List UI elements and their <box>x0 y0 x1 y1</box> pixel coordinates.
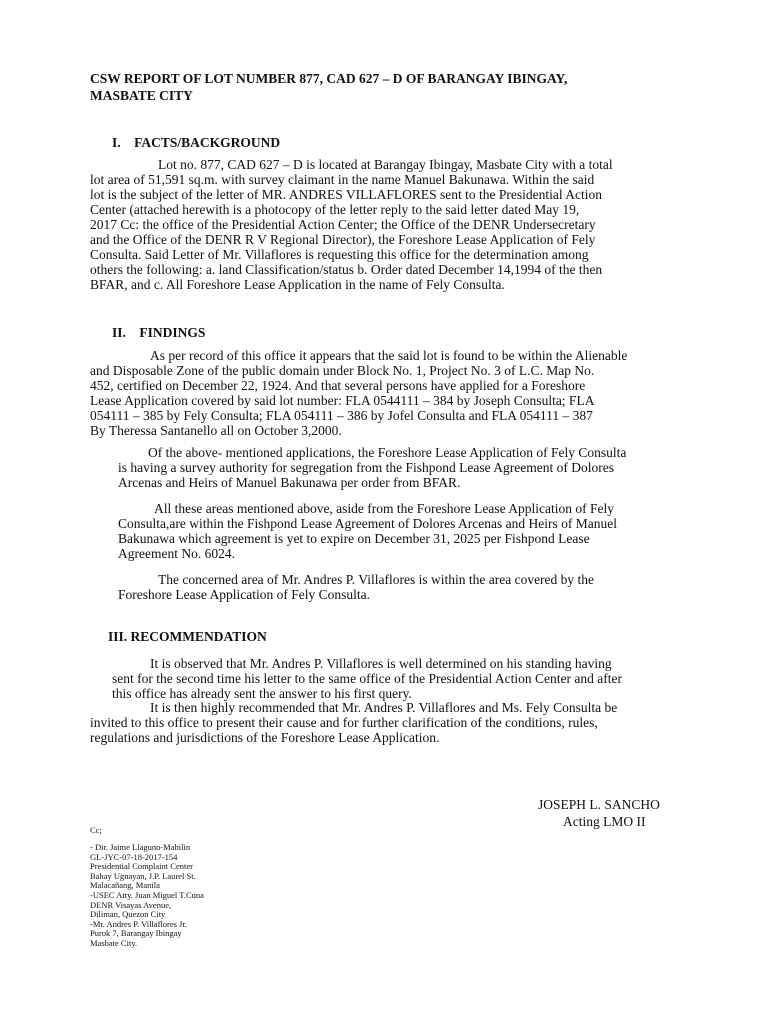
cc-line: -Mr. Andres P. Villaflores Jr. <box>90 918 187 929</box>
cc-line: DENR Visayas Avenue, <box>90 899 172 910</box>
cc-list <box>90 843 204 949</box>
findings-paragraph-4 <box>118 572 688 602</box>
title-line-2: MASBATE CITY <box>90 88 193 103</box>
cc-line: Purok 7, Barangay Ibingay <box>90 928 182 939</box>
facts-line: Center (attached herewith is a photocopy of the letter reply to the said letter dated May 19, <box>90 202 580 217</box>
cc-line: - Dir. Jaime Llaguno-Mabilin <box>90 842 191 852</box>
findings-line: is having a survey authority for segregation from the Fishpond Lease Agreement of Dolores <box>118 460 614 475</box>
findings-line: All these areas mentioned above, aside from the Foreshore Lease Application of Fely <box>154 501 614 516</box>
findings-paragraph-1 <box>90 348 680 438</box>
recommendation-line: invited to this office to present their cause and for further clarification of the conditions, rules, <box>90 715 598 730</box>
findings-line: The concerned area of Mr. Andres P. Villaflores is within the area covered by the <box>158 572 595 587</box>
facts-line: Lot no. 877, CAD 627 – D is located at Barangay Ibingay, Masbate City with a total <box>158 157 613 172</box>
recommendation-paragraph-1 <box>112 656 692 701</box>
recommendation-paragraph-2 <box>90 700 690 745</box>
recommendation-heading: III. RECOMMENDATION <box>108 629 267 644</box>
signatory-title: Acting LMO II <box>563 814 646 829</box>
findings-line: and Disposable Zone of the public domain under Block No. 1, Project No. 3 of L.C. Map No. <box>90 363 595 378</box>
findings-line: Lease Application covered by said lot number: FLA 0544111 – 384 by Joseph Consulta; FLA <box>90 393 595 408</box>
cc-line: Presidential Complaint Center <box>90 861 193 872</box>
findings-line: Bakunawa which agreement is yet to expire on December 31, 2025 per Fishpond Lease <box>118 531 590 546</box>
findings-line: Agreement No. 6024. <box>118 546 235 561</box>
facts-line: Consulta. Said Letter of Mr. Villaflores is requesting this office for the determination among <box>90 247 589 262</box>
document-title <box>90 70 690 104</box>
cc-line: Diliman, Quezon City <box>90 909 166 920</box>
facts-paragraph <box>90 157 680 292</box>
findings-line: Foreshore Lease Application of Fely Consulta. <box>118 587 370 602</box>
facts-line: others the following: a. land Classification/status b. Order dated December 14,1994 of the then <box>90 262 603 277</box>
facts-line: 2017 Cc: the office of the Presidential Action Center; the Office of the DENR Undersecretary <box>90 217 596 232</box>
recommendation-line: It is observed that Mr. Andres P. Villaflores is well determined on his standing having <box>150 656 612 671</box>
recommendation-line: regulations and jurisdictions of the Foreshore Lease Application. <box>90 730 440 745</box>
recommendation-line: It is then highly recommended that Mr. Andres P. Villaflores and Ms. Fely Consulta be <box>150 700 618 715</box>
findings-line: Arcenas and Heirs of Manuel Bakunawa per order from BFAR. <box>118 475 461 490</box>
findings-line: As per record of this office it appears that the said lot is found to be within the Alienable <box>150 348 628 363</box>
cc-line: -USEC Atty. Juan Miguel T.Cuna <box>90 889 204 900</box>
facts-line: and the Office of the DENR R V Regional Director), the Foreshore Lease Application of Fely <box>90 232 596 247</box>
facts-line: lot area of 51,591 sq.m. with survey claimant in the name Manuel Bakunawa. Within the said <box>90 172 595 187</box>
recommendation-line: this office has already sent the answer to his first query. <box>112 686 412 701</box>
cc-line: Malacañang, Manila <box>90 880 160 891</box>
findings-line: Of the above- mentioned applications, the Foreshore Lease Application of Fely Consulta <box>148 445 627 460</box>
findings-line: By Theressa Santanello all on October 3,2000. <box>90 423 342 438</box>
facts-heading: I. FACTS/BACKGROUND <box>112 135 281 150</box>
facts-line: BFAR, and c. All Foreshore Lease Application in the name of Fely Consulta. <box>90 277 505 292</box>
cc-label: Cc; <box>90 825 102 835</box>
findings-paragraph-3 <box>118 501 688 561</box>
recommendation-line: sent for the second time his letter to the same office of the Presidential Action Center and after <box>112 671 622 686</box>
findings-line: 054111 – 385 by Fely Consulta; FLA 054111 – 386 by Jofel Consulta and FLA 054111 – 387 <box>90 408 593 423</box>
findings-heading: II. FINDINGS <box>112 325 206 340</box>
title-line-1: CSW REPORT OF LOT NUMBER 877, CAD 627 – D OF BARANGAY IBINGAY, <box>90 71 568 86</box>
findings-line: 452, certified on December 22, 1924. And that several persons have applied for a Foreshore <box>90 378 586 393</box>
cc-line: GL-JYC-07-18-2017-154 <box>90 851 178 862</box>
cc-line: Masbate City. <box>90 937 138 948</box>
facts-line: lot is the subject of the letter of MR. ANDRES VILLAFLORES sent to the Presidential Action <box>90 187 602 202</box>
signatory-name: JOSEPH L. SANCHO <box>538 797 660 812</box>
findings-line: Consulta,are within the Fishpond Lease Agreement of Dolores Arcenas and Heirs of Manuel <box>118 516 617 531</box>
cc-line: Bahay Ugnayan, J.P. Laurel St. <box>90 870 196 881</box>
findings-paragraph-2 <box>118 445 688 490</box>
